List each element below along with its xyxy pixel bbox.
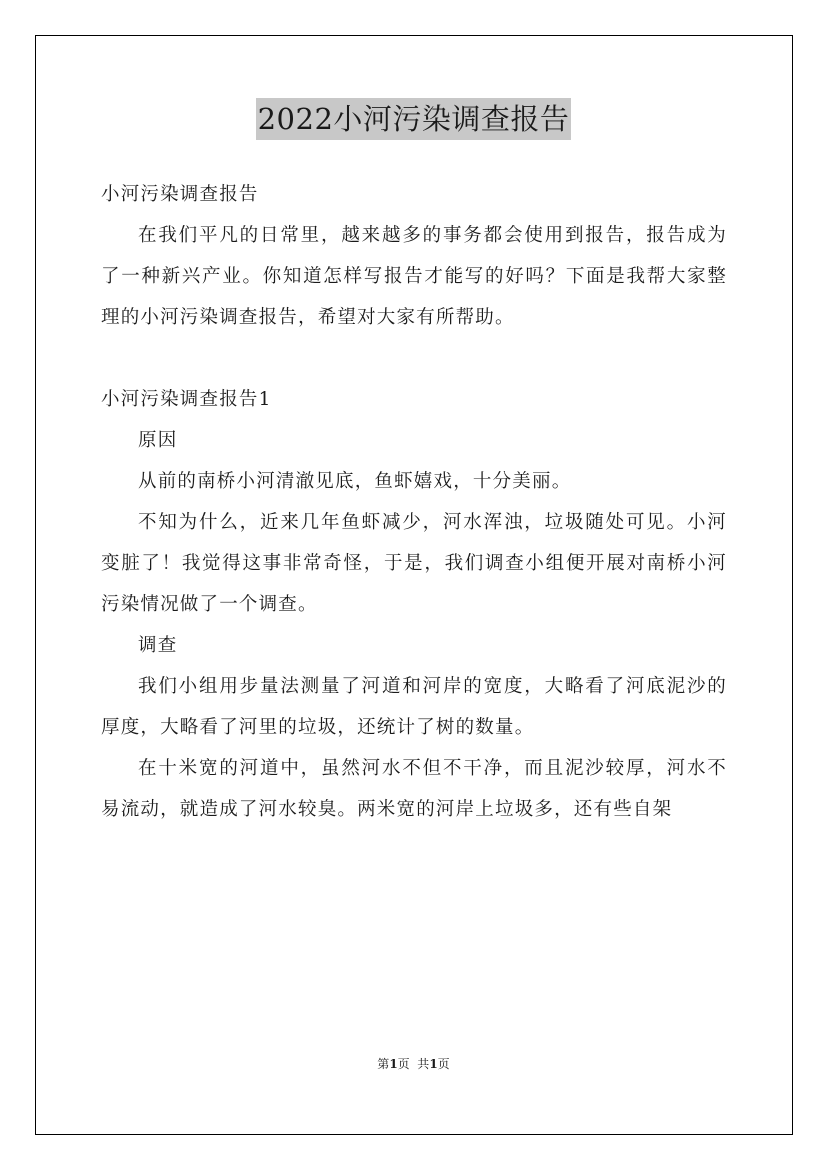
paragraph: 我们小组用步量法测量了河道和河岸的宽度，大略看了河底泥沙的厚度，大略看了河里的垃圾，还统计了树的数量。 bbox=[101, 676, 727, 738]
footer-page-total: 1 bbox=[429, 1057, 438, 1071]
paragraph: 小河污染调查报告 bbox=[101, 184, 259, 205]
footer-page-mid: 页 共 bbox=[397, 1057, 430, 1071]
footer-page-current: 1 bbox=[389, 1057, 398, 1071]
paragraph: 原因 bbox=[138, 430, 178, 451]
document-title: 2022小河污染调查报告 bbox=[256, 98, 572, 140]
document-body bbox=[101, 174, 727, 830]
title-container bbox=[0, 98, 827, 140]
paragraph: 在我们平凡的日常里，越来越多的事务都会使用到报告，报告成为了一种新兴产业。你知道怎样写报告才能写的好吗？下面是我帮大家整理的小河污染调查报告，希望对大家有所帮助。 bbox=[101, 225, 727, 328]
paragraph: 从前的南桥小河清澈见底，鱼虾嬉戏，十分美丽。 bbox=[138, 471, 572, 492]
paragraph-gap bbox=[101, 338, 727, 379]
paragraph: 在十米宽的河道中，虽然河水不但不干净，而且泥沙较厚，河水不易流动，就造成了河水较臭。两米宽的河岸上垃圾多，还有些自架 bbox=[101, 758, 727, 820]
paragraph: 小河污染调查报告1 bbox=[101, 389, 272, 410]
paragraph: 不知为什么，近来几年鱼虾减少，河水浑浊，垃圾随处可见。小河变脏了！我觉得这事非常奇怪，于是，我们调查小组便开展对南桥小河污染情况做了一个调查。 bbox=[101, 512, 727, 615]
footer-page-prefix: 第 bbox=[377, 1057, 390, 1071]
footer-page-suffix: 页 bbox=[437, 1057, 450, 1071]
paragraph: 调查 bbox=[138, 635, 178, 656]
page-footer bbox=[0, 1054, 827, 1074]
